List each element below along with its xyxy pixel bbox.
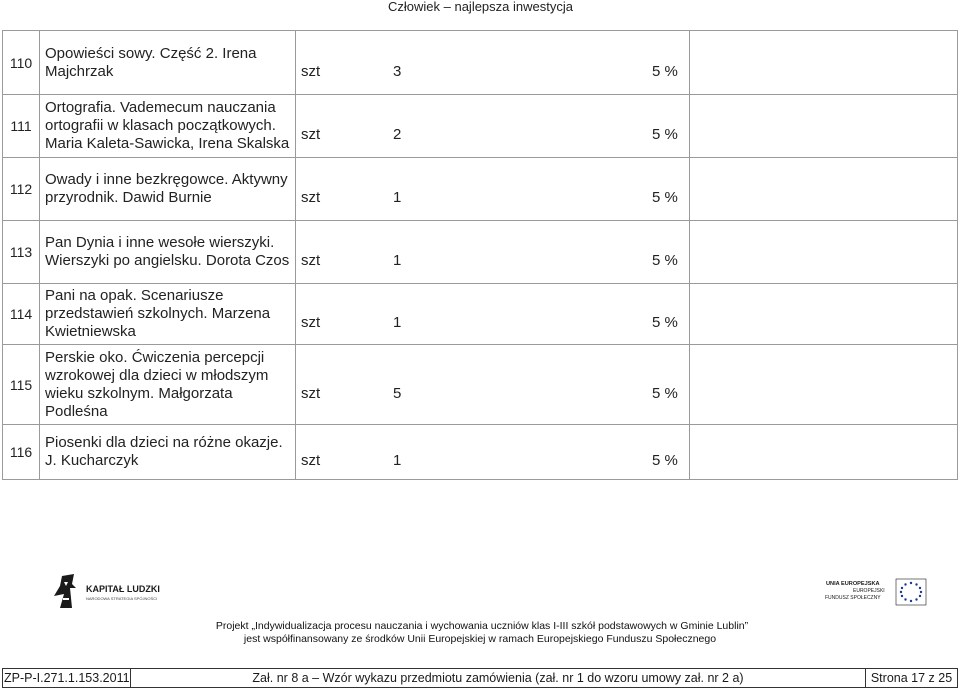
row-qty: 2 xyxy=(393,126,402,143)
footer-reference: ZP-P-I.271.1.153.2011 xyxy=(4,671,130,685)
row-empty-cell xyxy=(690,425,958,480)
row-number: 112 xyxy=(3,158,40,221)
project-cofinancing: jest współfinansowany ze środków Unii Europejskiej w ramach Europejskiego Funduszu Społecznego xyxy=(243,633,717,645)
row-title: Ortografia. Vademecum nauczania ortografii w klasach początkowych. Maria Kaleta-Sawicka, Irena Skalska xyxy=(40,95,296,158)
row-unit: szt xyxy=(301,189,321,206)
kapital-ludzki-subtitle: NARODOWA STRATEGIA SPÓJNOŚCI xyxy=(86,596,158,601)
kapital-ludzki-logo xyxy=(52,574,172,608)
row-quantity-cell xyxy=(296,95,690,158)
table-row xyxy=(3,158,958,221)
row-title: Pan Dynia i inne wesołe wierszyki. Wierszyki po angielsku. Dorota Czos xyxy=(40,221,296,284)
table-row xyxy=(3,95,958,158)
row-empty-cell xyxy=(690,158,958,221)
row-quantity-cell xyxy=(296,425,690,480)
row-number: 113 xyxy=(3,221,40,284)
row-empty-cell xyxy=(690,284,958,345)
row-percent: 5 % xyxy=(652,452,678,469)
row-unit: szt xyxy=(301,62,321,80)
footer-attachment: Zał. nr 8 a – Wzór wykazu przedmiotu zamówienia (zał. nr 1 do wzoru umowy zał. nr 2 a) xyxy=(131,669,866,687)
row-qty: 3 xyxy=(393,62,402,80)
row-number: 114 xyxy=(3,284,40,345)
table-row xyxy=(3,31,958,95)
page-header-title: Człowiek – najlepsza inwestycja xyxy=(388,0,573,14)
row-qty: 1 xyxy=(393,252,402,269)
row-quantity-cell xyxy=(296,345,690,425)
row-unit: szt xyxy=(301,384,321,402)
row-qty: 5 xyxy=(393,384,402,402)
row-empty-cell xyxy=(690,221,958,284)
table-row xyxy=(3,221,958,284)
row-percent: 5 % xyxy=(652,314,678,331)
row-empty-cell xyxy=(690,31,958,95)
row-qty: 1 xyxy=(393,189,402,206)
table-row xyxy=(3,425,958,480)
eu-logo-line3: FUNDUSZ SPOŁECZNY xyxy=(825,595,881,601)
row-qty: 1 xyxy=(393,452,402,469)
kapital-ludzki-emblem-icon xyxy=(54,574,76,608)
row-number: 111 xyxy=(3,95,40,158)
row-quantity-cell xyxy=(296,284,690,345)
kapital-ludzki-name: KAPITAŁ LUDZKI xyxy=(86,584,160,594)
eu-logo-line1: UNIA EUROPEJSKA xyxy=(826,581,880,587)
row-title: Opowieści sowy. Część 2. Irena Majchrzak xyxy=(40,31,296,95)
row-quantity-cell xyxy=(296,158,690,221)
page-footer xyxy=(2,668,958,688)
row-percent: 5 % xyxy=(652,189,678,206)
row-number: 115 xyxy=(3,345,40,425)
row-unit: szt xyxy=(301,252,321,269)
items-table xyxy=(2,30,958,480)
row-empty-cell xyxy=(690,345,958,425)
table-row xyxy=(3,345,958,425)
project-description: Projekt „Indywidualizacja procesu nauczania i wychowania uczniów klas I-III szkół podstawowych w Gminie Lublin” xyxy=(215,620,749,632)
eu-logo-line2: EUROPEJSKI xyxy=(853,588,885,594)
row-percent: 5 % xyxy=(652,384,678,402)
row-percent: 5 % xyxy=(652,252,678,269)
row-empty-cell xyxy=(690,95,958,158)
row-unit: szt xyxy=(301,452,321,469)
row-number: 110 xyxy=(3,31,40,95)
row-percent: 5 % xyxy=(652,62,678,80)
row-title: Pani na opak. Scenariusze przedstawień szkolnych. Marzena Kwietniewska xyxy=(40,284,296,345)
eu-efs-logo xyxy=(820,577,930,607)
row-unit: szt xyxy=(301,314,321,331)
row-percent: 5 % xyxy=(652,126,678,143)
row-quantity-cell xyxy=(296,31,690,95)
row-title: Perskie oko. Ćwiczenia percepcji wzrokowej dla dzieci w młodszym wieku szkolnym. Małgorzata Podleśna xyxy=(40,345,296,425)
row-quantity-cell xyxy=(296,221,690,284)
eu-flag-icon xyxy=(896,579,926,605)
footer-page-number: Strona 17 z 25 xyxy=(870,671,953,685)
table-row xyxy=(3,284,958,345)
row-title: Owady i inne bezkręgowce. Aktywny przyrodnik. Dawid Burnie xyxy=(40,158,296,221)
row-qty: 1 xyxy=(393,314,402,331)
row-unit: szt xyxy=(301,126,321,143)
row-title: Piosenki dla dzieci na różne okazje. J. Kucharczyk xyxy=(40,425,296,480)
row-number: 116 xyxy=(3,425,40,480)
